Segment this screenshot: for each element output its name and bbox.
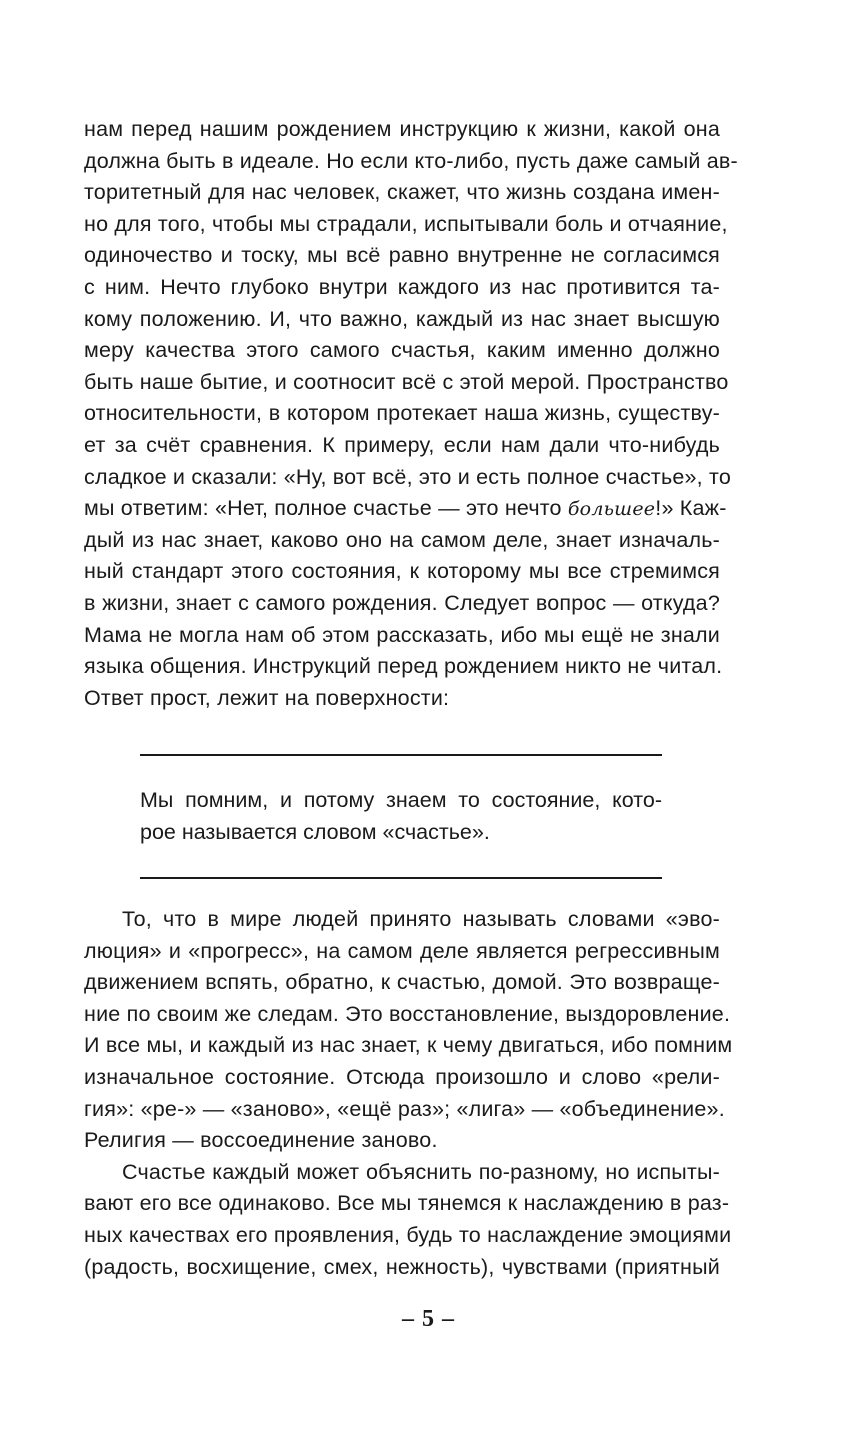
text-line: должна быть в идеале. Но если кто-либо, пусть даже самый ав- — [84, 148, 738, 173]
text-line: относительности, в котором протекает наша жизнь, существу- — [84, 401, 720, 426]
text-line: с ним. Нечто глубоко внутри каждого из нас противится та- — [84, 274, 720, 299]
text-line: языка общения. Инструкций перед рождением никто не читал. — [84, 654, 723, 679]
text-segment: !» Каж- — [655, 496, 727, 521]
quote-text — [140, 756, 662, 877]
text-line: (радость, восхищение, смех, нежность), чувствами (приятный — [84, 1254, 720, 1279]
text-line: ет за счёт сравнения. К примеру, если нам дали что-нибудь — [84, 432, 720, 457]
text-line: ных качествах его проявления, будь то наслаждение эмоциями — [84, 1222, 732, 1247]
text-line: И все мы, и каждый из нас знает, к чему двигаться, ибо помним — [84, 1033, 733, 1058]
text-line: сладкое и сказали: «Ну, вот всё, это и есть полное счастье», то — [84, 464, 731, 489]
text-line: дый из нас знает, каково оно на самом деле, знает изначаль- — [84, 527, 720, 552]
emphasis-word: большее — [567, 498, 656, 521]
pull-quote — [140, 754, 662, 879]
page-number: – 5 – — [402, 1306, 455, 1332]
text-line: Мама не могла нам об этом рассказать, ибо мы ещё не знали — [84, 622, 720, 647]
text-line: быть наше бытие, и соотносит всё с этой мерой. Пространство — [84, 369, 729, 394]
text-line: движением вспять, обратно, к счастью, домой. Это возвраще- — [84, 970, 720, 995]
paragraph-1 — [84, 114, 738, 714]
text-line: меру качества этого самого счастья, каким именно должно — [84, 338, 720, 363]
text-line: торитетный для нас человек, скажет, что жизнь создана имен- — [84, 180, 720, 205]
text-line: изначальное состояние. Отсюда произошло и слово «рели- — [84, 1064, 720, 1089]
text-line: То, что в мире людей принято называть словами «эво- — [122, 907, 720, 931]
paragraph-2 — [84, 904, 733, 1283]
text-line: Ответ прост, лежит на поверхности: — [84, 685, 450, 710]
text-line-with-emphasis — [84, 493, 727, 525]
text-line: ние по своим же следам. Это восстановление, выздоровление. — [84, 1001, 731, 1026]
quote-bottom-rule — [140, 877, 662, 879]
text-line: Счастье каждый может объяснить по-разному, но испыты- — [122, 1159, 720, 1184]
text-line: одиночество и тоску, мы всё равно внутренне не согласимся — [84, 243, 720, 268]
text-line: в жизни, знает с самого рождения. Следует вопрос — откуда? — [84, 590, 720, 615]
text-line: Религия — воссоединение заново. — [84, 1128, 438, 1153]
quote-line: рое называется словом «счастье». — [140, 820, 490, 844]
text-line: нам перед нашим рождением инструкцию к жизни, какой она — [84, 117, 720, 141]
text-line: гия»: «ре-» — «заново», «ещё раз»; «лига» — «объединение». — [84, 1096, 725, 1121]
text-line: кому положению. И, что важно, каждый из нас знает высшую — [84, 306, 720, 331]
quote-line: Мы помним, и потому знаем то состояние, кото- — [140, 788, 662, 812]
text-line: вают его все одинаково. Все мы тянемся к наслаждению в раз- — [84, 1191, 730, 1216]
text-segment: мы ответим: «Нет, полное счастье — это нечто — [84, 496, 568, 521]
text-line: ный стандарт этого состояния, к которому мы все стремимся — [84, 559, 720, 584]
text-line: люция» и «прогресс», на самом деле является регрессивным — [84, 938, 720, 963]
text-line: но для того, чтобы мы страдали, испытывали боль и отчаяние, — [84, 211, 728, 236]
